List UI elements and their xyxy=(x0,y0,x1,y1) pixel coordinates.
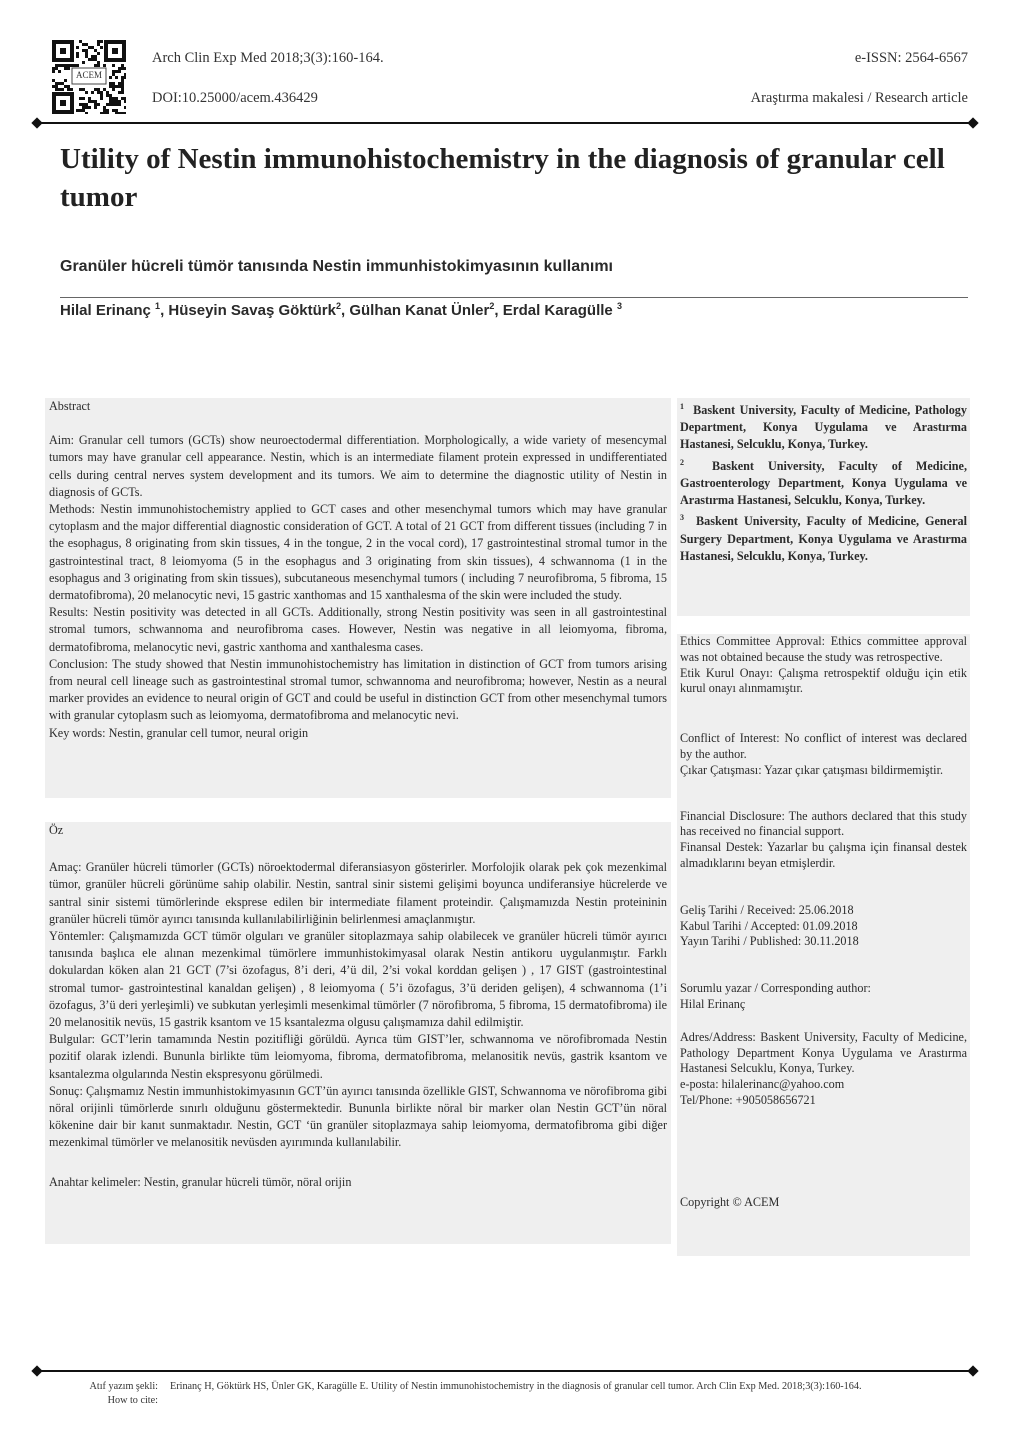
qr-module xyxy=(58,82,61,85)
qr-module xyxy=(97,91,100,94)
qr-module xyxy=(118,70,121,73)
author-sep: , xyxy=(494,302,503,319)
qr-module xyxy=(109,85,112,88)
qr-module xyxy=(79,40,82,43)
qr-module xyxy=(115,70,118,73)
abstract-aim: Aim: Granular cell tumors (GCTs) show neuroectodermal differentiation. Morphologically, a wide variety of mesencymal tumors may have granular cell appearance. Nestin, which is an intermediate filament protein expressed in undifferentiated cells during central nerves system development and its tumors. We aim to determine the diagnostic utility of Nestin in diagnosis of GCTs. xyxy=(49,433,667,499)
article-title: Utility of Nestin immunohistochemistry in the diagnosis of granular cell tumor xyxy=(60,143,945,213)
qr-module xyxy=(82,43,85,46)
affiliation-1 xyxy=(680,398,967,454)
qr-module xyxy=(52,85,55,88)
published-date: Yayın Tarihi / Published: 30.11.2018 xyxy=(680,934,859,949)
qr-module xyxy=(121,82,124,85)
qr-module xyxy=(124,76,126,79)
oz-amac: Amaç: Granüler hücreli tümorler (GCTs) nöroektodermal diferansiasyon gösterirler. Morfolojik olarak pek çok mezenkimal tümor, granüler hücreli görünüme sahip olabilir. Nestin, santral sinir sistemi gelişimi boyunca undiferansiye hücrelerde ve santral sinir sistemi tümörlerinde eksprese edilen bir intermediate filament proteindir. Çalışmamızda Nestin proteininin granüler hücreli tümör ayırıcı tanısında kullanılabilirliğinin belirlenmesi amaçlanmıştır. xyxy=(49,860,667,926)
article-info-box xyxy=(677,634,970,1256)
qr-module xyxy=(82,61,85,64)
author-sep: , xyxy=(160,302,169,319)
qr-module xyxy=(94,64,97,67)
author-4: Erdal Karagülle xyxy=(502,302,613,319)
qr-module xyxy=(106,103,109,106)
oz-box xyxy=(45,822,671,1244)
qr-module xyxy=(94,58,97,61)
qr-module xyxy=(91,46,94,49)
qr-module xyxy=(58,64,61,67)
qr-module xyxy=(112,82,115,85)
qr-module xyxy=(109,94,112,97)
qr-module xyxy=(76,52,79,55)
qr-module xyxy=(97,61,100,64)
abstract-heading: Abstract xyxy=(49,399,91,413)
qr-module xyxy=(121,67,124,70)
qr-module xyxy=(64,79,67,82)
qr-module xyxy=(103,112,106,114)
qr-module xyxy=(70,88,73,91)
qr-module xyxy=(76,109,79,112)
qr-module xyxy=(88,106,91,109)
affiliation-1-text: Baskent University, Faculty of Medicine, Pathology Department, Konya Uygulama ve Arastırma Hastanesi, Selcuklu, Konya, Turkey. xyxy=(680,403,967,452)
qr-module xyxy=(85,91,88,94)
qr-module xyxy=(103,109,106,112)
qr-module xyxy=(94,55,97,58)
qr-module xyxy=(97,88,100,91)
qr-module xyxy=(91,58,94,61)
qr-module xyxy=(106,94,109,97)
qr-module xyxy=(55,85,58,88)
qr-module xyxy=(61,88,64,91)
oz-bulgular: Bulgular: GCT’lerin tamamında Nestin pozitifliği görüldü. Ayrıca tüm GIST’ler, schwannoma ve nörofibromada Nestin pozitif olarak izlendi. Bununla birlikte tüm leiomyoma, fibroma, dermatofibroma, melanositik nevüs, gastrik ksantom ve ksantalezma olgularında Nestin ekspresyonu görülmedi. xyxy=(49,1032,667,1081)
qr-module xyxy=(88,46,91,49)
affiliation-3-number: 3 xyxy=(680,513,684,523)
affiliations-box xyxy=(677,398,970,616)
qr-module xyxy=(100,46,103,49)
qr-module xyxy=(88,100,91,103)
qr-module xyxy=(109,76,112,79)
qr-module xyxy=(118,112,121,114)
qr-module xyxy=(100,94,103,97)
qr-module xyxy=(109,82,112,85)
oz-yontemler: Yöntemler: Çalışmamızda GCT tümör olguları ve granüler sitoplazmaya sahip olabilecek ve granüler hücreli tümör ayırıcı tanısında başlıca ele alınan mezenkimal tümörlere immunhistokimyasal olarak Nestin antikoru uygulanmıştır. Farklı dokulardan köken alan 21 GCT (7’si özofagus, 8’i deri, 4’ü dil, 2’si vokal korddan gelişen ) , 17 GIST (gastrointestinal stromal tumor- gastrointestinal kanaldan gelişen) , 8 leiomyoma ( 5’i özofagus, 3’ü deriden gelişen), 4 schwannoma (1’i özofagus, 3’ü deri yerleşimli) ve subkutan yerleşimli mesenkimal tümörler (7 nörofibroma, 5 fibroma, 15 dermatofibroma) ile 20 melanositik nevüs, 15 gastrik ksantom ve 15 ksantalezma olgusu çalışmamıza dahil edilmiştir. xyxy=(49,929,667,1030)
qr-module xyxy=(79,103,82,106)
oz-keywords: Anahtar kelimeler: Nestin, granular hücreli tümör, nöral orijin xyxy=(49,1174,352,1189)
qr-module xyxy=(82,88,85,91)
qr-module xyxy=(52,70,55,73)
copyright: Copyright © ACEM xyxy=(680,1194,780,1209)
qr-module xyxy=(115,76,118,79)
qr-module xyxy=(124,73,126,76)
how-to-cite xyxy=(60,1380,970,1408)
author-4-affil: 3 xyxy=(616,301,622,311)
received-date: Geliş Tarihi / Received: 25.06.2018 xyxy=(680,902,854,917)
footer-rule-end-right xyxy=(967,1365,978,1376)
qr-module xyxy=(67,67,70,70)
eissn: e-ISSN: 2564-6567 xyxy=(854,50,968,66)
oz-heading: Öz xyxy=(49,823,64,837)
qr-module xyxy=(67,64,70,67)
address: Adres/Address: Baskent University, Faculty of Medicine, Pathology Department Konya Uygulama ve Arastırma Hastanesi Selcuklu, Konya, Turkey. xyxy=(680,1029,967,1076)
abstract-keywords: Key words: Nestin, granular cell tumor, neural origin xyxy=(49,725,309,740)
qr-module xyxy=(103,106,106,109)
qr-module xyxy=(112,70,115,73)
qr-module xyxy=(97,43,100,46)
footer-rule xyxy=(38,1370,974,1372)
qr-module xyxy=(118,85,121,88)
qr-module xyxy=(112,103,115,106)
affiliation-2-text: Baskent University, Faculty of Medicine, Gastroenterology Department, Konya Uygulama ve Arastırma Hastanesi, Selcuklu, Konya, Turkey. xyxy=(680,458,967,508)
author-3: Gülhan Kanat Ünler xyxy=(349,302,490,319)
oz-sonuc: Sonuç: Çalışmamız Nestin immunhistokimyasının GCT’ün ayırıcı tanısında özellikle GIST, Schwannoma ve nörofibroma gibi nöral orijinli tümörlerde sınırlı olduğunu göstermektedir. Bununla birlikte nöral bir marker olan Nestin GCT’ün nöral kökenine dair bir kanıt sunmaktadır. Nestin, GCT ‘ün granüler sitoplazmaya sahip leiomyoma, dermatofibroma gibi diğer mezenkimal tümörler ve melanositik nevüsden ayırımında kullanılabilir. xyxy=(49,1083,667,1150)
qr-module xyxy=(55,67,58,70)
qr-module xyxy=(67,85,70,88)
cite-label-tr: Atıf yazım şekli: xyxy=(89,1381,158,1392)
qr-module xyxy=(76,64,79,67)
qr-module xyxy=(79,88,82,91)
qr-module xyxy=(55,88,58,91)
qr-module xyxy=(109,97,112,100)
cite-label-en: How to cite: xyxy=(107,1395,158,1406)
qr-module xyxy=(73,64,76,67)
qr-module xyxy=(121,88,124,91)
qr-module xyxy=(52,67,55,70)
qr-module xyxy=(85,49,88,52)
turkish-title: Granüler hücreli tümör tanısında Nestin immunhistokimyasının kullanımı xyxy=(60,258,613,275)
qr-module xyxy=(112,88,115,91)
affiliation-3 xyxy=(680,509,967,565)
author-2: Hüseyin Savaş Göktürk xyxy=(168,302,336,319)
qr-module xyxy=(97,40,100,43)
qr-module xyxy=(64,64,67,67)
qr-module xyxy=(97,52,100,55)
rule-end-right xyxy=(967,117,978,128)
qr-module xyxy=(85,106,88,109)
qr-module xyxy=(115,100,118,103)
qr-module xyxy=(103,64,106,67)
qr-module xyxy=(85,55,88,58)
qr-module xyxy=(94,106,97,109)
qr-module xyxy=(109,103,112,106)
qr-module xyxy=(124,67,126,70)
email[interactable]: e-posta: hilalerinanc@yahoo.com xyxy=(680,1077,845,1092)
affiliation-3-text: Baskent University, Faculty of Medicine, General Surgery Department, Konya Uygulama ve Arastırma Hastanesi, Selcuklu, Konya, Turkey. xyxy=(680,514,968,563)
qr-module xyxy=(100,91,103,94)
qr-module xyxy=(103,88,106,91)
ethics-tr: Etik Kurul Onayı: Çalışma retrospektif olduğu için etik kurul onayı alınmamıştır. xyxy=(680,665,967,696)
qr-module xyxy=(94,49,97,52)
qr-module xyxy=(112,73,115,76)
qr-module xyxy=(58,70,61,73)
qr-module xyxy=(94,100,97,103)
qr-module xyxy=(76,55,79,58)
conflict-tr: Çıkar Çatışması: Yazar çıkar çatışması bildirmemiştir. xyxy=(680,762,943,777)
qr-module xyxy=(91,91,94,94)
qr-module xyxy=(124,112,126,114)
qr-module xyxy=(121,91,124,94)
affiliation-2-number: 2 xyxy=(680,457,684,467)
qr-module xyxy=(85,43,88,46)
qr-module xyxy=(118,103,121,106)
qr-module xyxy=(109,100,112,103)
qr-module xyxy=(118,82,121,85)
affiliation-1-number: 1 xyxy=(680,402,684,411)
affiliation-2 xyxy=(680,454,967,510)
qr-module xyxy=(124,106,126,109)
author-list xyxy=(60,301,622,319)
qr-module xyxy=(61,82,64,85)
qr-module xyxy=(85,112,88,114)
qr-module xyxy=(112,97,115,100)
qr-module xyxy=(85,103,88,106)
cite-labels xyxy=(60,1380,170,1408)
qr-module xyxy=(115,109,118,112)
abstract-conclusion: Conclusion: The study showed that Nestin immunohistochemistry has limitation in distinction of GCT from tumors arising from neural cell lineage such as gastrointestinal stromal tumor, schwannoma and neurofibroma; however, Nestin as a neural marker provides an evidence to neural origin of GCT and could be useful in distinction GCT from other mesenchymal tumors with granular cytoplasm such as leiomyoma, dermatofibroma and melanocytic nevi. xyxy=(49,656,667,723)
qr-module xyxy=(79,109,82,112)
qr-module xyxy=(64,85,67,88)
qr-module xyxy=(55,82,58,85)
qr-module xyxy=(118,100,121,103)
qr-module xyxy=(82,97,85,100)
qr-module xyxy=(97,103,100,106)
accepted-date: Kabul Tarihi / Accepted: 01.09.2018 xyxy=(680,918,858,933)
qr-module xyxy=(121,79,124,82)
qr-module xyxy=(52,79,55,82)
qr-module xyxy=(121,85,124,88)
qr-module xyxy=(118,91,121,94)
abstract-results: Results: Nestin positivity was detected in all GCTs. Additionally, strong Nestin positivity was seen in all gastrointestinal stromal tumors, schwannoma and neurofibroma cases. However, Nestin was negative in all leiomyoma, fibroma, dermatofibroma, melanocytic nevi, gastric xanthoma and xanthalesma cases. xyxy=(49,605,667,654)
corresponding-label: Sorumlu yazar / Corresponding author: xyxy=(680,981,871,996)
qr-module xyxy=(82,106,85,109)
qr-module xyxy=(115,85,118,88)
qr-module xyxy=(100,40,103,43)
qr-module xyxy=(115,97,118,100)
author-sep: , xyxy=(341,302,350,319)
header-rule xyxy=(38,122,974,124)
citation-text: Erinanç H, Göktürk HS, Ünler GK, Karagülle E. Utility of Nestin immunohistochemistry in the diagnosis of granular cell tumor. Arch Clin Exp Med. 2018;3(3):160-164. xyxy=(170,1381,862,1392)
funding-tr: Finansal Destek: Yazarlar bu çalışma için finansal destek almadıklarını beyan etmişlerdir. xyxy=(680,840,967,870)
qr-module xyxy=(82,109,85,112)
qr-module xyxy=(94,103,97,106)
qr-module xyxy=(124,100,126,103)
qr-module xyxy=(91,55,94,58)
qr-label: ACEM xyxy=(75,70,102,80)
qr-module xyxy=(112,100,115,103)
abstract-box xyxy=(45,398,671,798)
qr-module xyxy=(55,64,58,67)
qr-module xyxy=(67,88,70,91)
qr-module xyxy=(61,64,64,67)
article-type: Araştırma makalesi / Research article xyxy=(750,90,968,106)
qr-module xyxy=(91,100,94,103)
qr-module xyxy=(115,112,118,114)
qr-module xyxy=(88,58,91,61)
qr-module xyxy=(79,97,82,100)
funding-en: Financial Disclosure: The authors declared that this study has received no financial support. xyxy=(680,808,967,839)
qr-module xyxy=(112,109,115,112)
qr-module xyxy=(106,91,109,94)
abstract-methods: Methods: Nestin immunohistochemistry applied to GCT cases and other mesenchymal tumors which may have granular cytoplasm and the major differential diagnostic consideration of GCT. A total of 21 GCT from different tissues (including 7 in the esophagus, 8 originating from skin tissues, 4 in the tongue, 2 in the vocal cord), 17 gastrointestinal stromal tumor in the gastrointestinal tract, 8 leiomyoma (5 in the esophagus and 3 originating from skin tissues), 4 schwannoma (1 in the esophagus and 3 originating from skin tissues), subcutaneous mesenchymal tumors ( including 7 neurofibroma, 5 fibroma, 15 dermatofibroma), 20 melanocytic nevi, 15 gastric xanthomas and 15 xanthalesma of the skin were included the study. xyxy=(49,502,667,603)
doi: DOI:10.25000/acem.436429 xyxy=(152,90,318,106)
qr-module xyxy=(70,64,73,67)
qr-code xyxy=(52,40,126,114)
corresponding-name: Hilal Erinanç xyxy=(680,996,746,1011)
footer-rule-end-left xyxy=(31,1365,42,1376)
author-1-affil: 1 xyxy=(155,301,161,311)
qr-module xyxy=(112,64,115,67)
qr-module xyxy=(85,52,88,55)
qr-module xyxy=(94,88,97,91)
qr-module xyxy=(82,49,85,52)
qr-module xyxy=(64,67,67,70)
qr-module xyxy=(118,67,121,70)
qr-module xyxy=(100,112,103,114)
phone: Tel/Phone: +905058656721 xyxy=(680,1092,816,1107)
qr-module xyxy=(115,103,118,106)
qr-module xyxy=(88,97,91,100)
qr-module xyxy=(100,97,103,100)
qr-module xyxy=(76,46,79,49)
conflict-en: Conflict of Interest: No conflict of interest was declared by the author. xyxy=(680,731,967,761)
rule-end-left xyxy=(31,117,42,128)
author-2-affil: 2 xyxy=(335,301,341,311)
qr-module xyxy=(121,112,124,114)
qr-module xyxy=(121,76,124,79)
qr-module xyxy=(97,64,100,67)
qr-module xyxy=(58,88,61,91)
authors-rule xyxy=(60,297,968,298)
qr-module xyxy=(112,85,115,88)
qr-module xyxy=(121,97,124,100)
qr-module xyxy=(124,97,126,100)
qr-module xyxy=(106,112,109,114)
author-3-affil: 2 xyxy=(489,301,495,311)
qr-module xyxy=(106,109,109,112)
journal-citation: Arch Clin Exp Med 2018;3(3):160-164. xyxy=(152,50,384,66)
author-1: Hilal Erinanç xyxy=(60,302,151,319)
ethics-en: Ethics Committee Approval: Ethics committee approval was not obtained because the study was retrospective. xyxy=(680,634,967,664)
qr-module xyxy=(121,64,124,67)
qr-module xyxy=(82,103,85,106)
